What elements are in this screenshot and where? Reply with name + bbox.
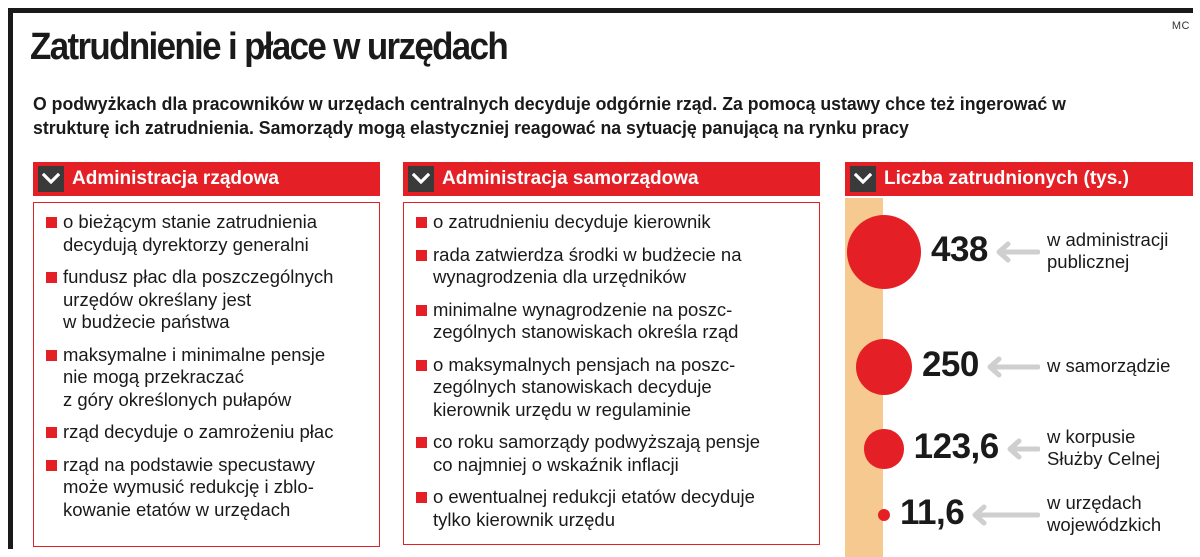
list-item-text: rząd na podstawie specustawy może wymusić redukcję i zblo- kowanie etatów w urzędach	[63, 453, 315, 520]
list-item-text: o zatrudnieniu decyduje kierownik	[433, 211, 711, 232]
list-item	[42, 344, 371, 412]
list-item	[412, 299, 811, 344]
list-item	[412, 431, 811, 476]
bullet-list	[404, 203, 819, 531]
column-local-government	[403, 162, 820, 530]
category-label: w administracji publicznej	[1047, 229, 1169, 272]
arrow-left-icon	[970, 504, 1040, 526]
list-item-text: rząd decyduje o zamrożeniu płac	[63, 421, 334, 442]
list-item-text: co roku samorządy podwyższają pensje co najmniej o wskaźnik inflacji	[433, 431, 760, 475]
bullet-square-icon	[416, 360, 427, 371]
arrow-left-icon	[1005, 438, 1040, 460]
list-item	[42, 421, 371, 444]
chart-header	[845, 162, 1193, 196]
bullet-square-icon	[46, 272, 57, 283]
column-government	[33, 162, 380, 520]
column-header	[403, 162, 820, 196]
list-item-text: fundusz płac dla poszczególnych urzędów określany jest w budżecie państwa	[63, 266, 334, 332]
bullet-square-icon	[46, 427, 57, 438]
list-item	[42, 454, 371, 522]
column-list-box	[403, 202, 820, 545]
list-item	[412, 244, 811, 289]
column-employment-chart	[845, 162, 1193, 196]
bullet-square-icon	[46, 350, 57, 361]
list-item	[412, 211, 811, 234]
list-item	[42, 211, 371, 256]
list-item-text: o maksymalnych pensjach na poszc- zególnych stanowiskach decyduje kierownik urzędu w regulaminie	[433, 353, 736, 420]
bullet-square-icon	[416, 217, 427, 228]
arrow-left-icon	[985, 356, 1040, 378]
value-label: 250	[921, 345, 979, 384]
bubble-mark	[878, 509, 890, 521]
bullet-square-icon	[416, 305, 427, 316]
column-header	[33, 162, 380, 196]
page-title: Zatrudnienie i płace w urzędach	[30, 26, 508, 68]
bullet-list	[34, 203, 379, 521]
chevron-down-icon	[850, 166, 876, 192]
list-item	[412, 486, 811, 531]
value-label: 123,6	[913, 427, 999, 466]
value-label: 438	[931, 230, 988, 269]
frame-left-bar	[8, 8, 13, 549]
bullet-square-icon	[416, 492, 427, 503]
list-item	[412, 354, 811, 422]
credit: MC	[1171, 20, 1190, 32]
frame-top-bar	[8, 8, 1193, 13]
category-label: w urzędach wojewódzkich	[1047, 492, 1162, 535]
bullet-square-icon	[416, 437, 427, 448]
list-item-text: minimalne wynagrodzenie na poszc- zególnych stanowiskach określa rząd	[433, 298, 739, 342]
list-item	[42, 266, 371, 334]
list-item-text: rada zatwierdza środki w budżecie na wynagrodzenia dla urzędników	[433, 243, 742, 287]
list-item-text: maksymalne i minimalne pensje nie mogą przekraczać z góry określonych pułapów	[63, 343, 326, 410]
category-label: w korpusie Służby Celnej	[1047, 426, 1161, 469]
bullet-square-icon	[46, 217, 57, 228]
bullet-square-icon	[416, 250, 427, 261]
column-header-label: Administracja rządowa	[72, 168, 279, 189]
bubble-mark	[856, 339, 912, 395]
category-label: w samorządzie	[1047, 355, 1171, 376]
value-label: 11,6	[900, 493, 965, 532]
column-header-label: Administracja samorządowa	[442, 168, 699, 189]
bullet-square-icon	[46, 460, 57, 471]
bubble-mark	[864, 429, 903, 468]
arrow-left-icon	[994, 241, 1040, 263]
chart-title: Liczba zatrudnionych (tys.)	[884, 168, 1129, 189]
bubble-mark	[847, 215, 921, 289]
intro-text: O podwyżkach dla pracowników w urzędach centralnych decyduje odgórnie rząd. Za pomocą ustawy chce też ingerować w strukturę ich zatrudnienia. Samorządy mogą elastyczniej reagować na sytuację panującą na rynku pracy	[33, 93, 1066, 138]
chevron-down-icon	[408, 166, 434, 192]
chevron-down-icon	[38, 166, 64, 192]
column-list-box	[33, 202, 380, 547]
list-item-text: o ewentualnej redukcji etatów decyduje tylko kierownik urzędu	[433, 486, 755, 530]
list-item-text: o bieżącym stanie zatrudnienia decydują dyrektorzy generalni	[63, 211, 318, 255]
